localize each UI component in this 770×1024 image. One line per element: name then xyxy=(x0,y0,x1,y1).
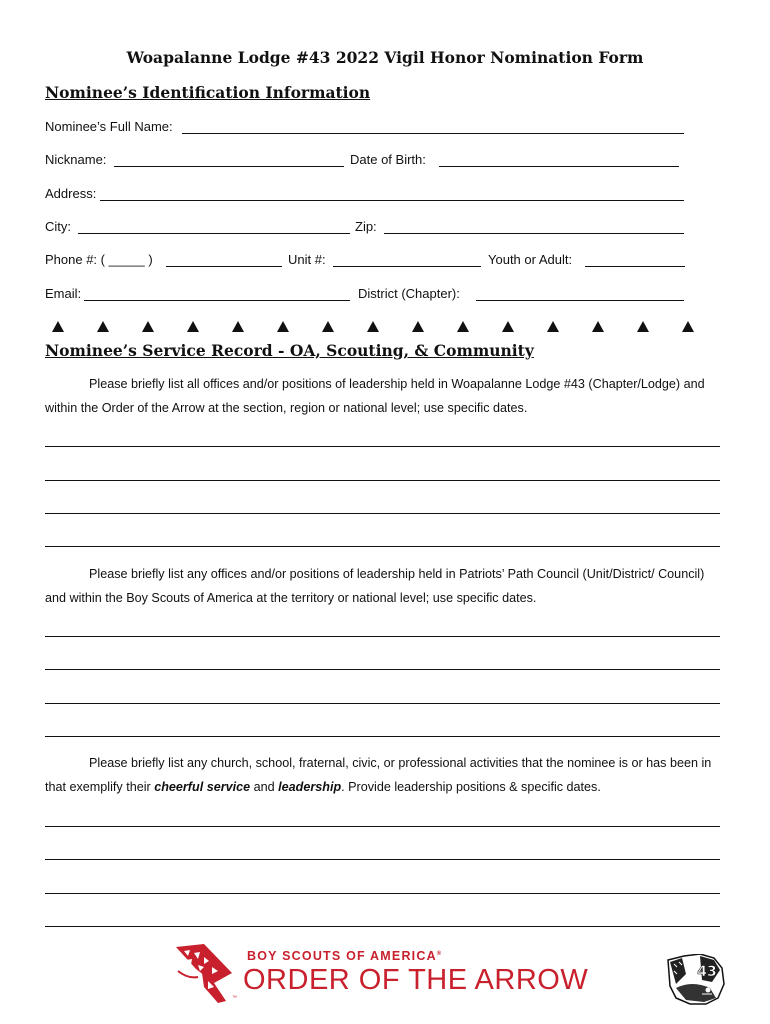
district-field[interactable] xyxy=(476,300,684,301)
nickname-field[interactable] xyxy=(114,166,344,167)
answer-line[interactable] xyxy=(45,893,720,894)
section-heading-service-record: Nominee’s Service Record - OA, Scouting, & Community xyxy=(45,341,534,360)
answer-line[interactable] xyxy=(45,736,720,737)
email-label: Email: xyxy=(45,286,82,301)
triangle-ornament xyxy=(52,321,64,332)
phone-label: Phone #: ( _____ ) xyxy=(45,252,153,267)
zip-field[interactable] xyxy=(384,233,684,234)
phone-field[interactable] xyxy=(166,266,282,267)
leadership-emphasis: leadership xyxy=(278,780,342,794)
address-field[interactable] xyxy=(100,200,684,201)
lodge-43-patch-icon xyxy=(666,954,726,1006)
dob-label: Date of Birth: xyxy=(350,152,426,167)
cheerful-service-emphasis: cheerful service xyxy=(154,780,251,794)
question-council-leadership xyxy=(45,562,721,610)
address-label: Address: xyxy=(45,186,97,201)
triangle-ornament xyxy=(547,321,559,332)
order-of-the-arrow-wordmark: ORDER OF THE ARROW xyxy=(243,964,589,996)
triangle-ornament xyxy=(367,321,379,332)
question-oa-leadership-text: Please briefly list all offices and/or positions of leadership held in Woapalanne Lodge #43 (Chapter/Lodge) and within the Order of the Arrow at the section, region or national level; use specific dates. xyxy=(45,377,705,415)
city-field[interactable] xyxy=(78,233,350,234)
triangle-ornament xyxy=(682,321,694,332)
triangle-ornament xyxy=(412,321,424,332)
answer-line[interactable] xyxy=(45,480,720,481)
answer-line[interactable] xyxy=(45,636,720,637)
question-community-activities xyxy=(45,751,721,799)
youth-adult-label: Youth or Adult: xyxy=(488,252,573,267)
zip-label: Zip: xyxy=(355,219,377,234)
question-oa-leadership xyxy=(45,372,721,420)
trademark-mark: ™ xyxy=(232,995,237,1001)
answer-line[interactable] xyxy=(45,446,720,447)
nickname-label: Nickname: xyxy=(45,152,107,167)
answer-line[interactable] xyxy=(45,669,720,670)
unit-field[interactable] xyxy=(333,266,481,267)
triangle-ornament xyxy=(277,321,289,332)
bsa-text: BOY SCOUTS OF AMERICA xyxy=(247,949,437,963)
youth-adult-field[interactable] xyxy=(585,266,685,267)
triangle-ornament xyxy=(637,321,649,332)
answer-line[interactable] xyxy=(45,703,720,704)
registered-mark: ® xyxy=(436,950,443,957)
answer-line[interactable] xyxy=(45,826,720,827)
triangle-ornament xyxy=(187,321,199,332)
triangle-ornament xyxy=(502,321,514,332)
question-community-and: and xyxy=(253,780,275,794)
district-label: District (Chapter): xyxy=(358,286,460,301)
dob-field[interactable] xyxy=(439,166,679,167)
question-community-text-end: . Provide leadership positions & specific dates. xyxy=(341,780,601,794)
form-title: Woapalanne Lodge #43 2022 Vigil Honor Nomination Form xyxy=(126,48,644,67)
triangle-ornament xyxy=(142,321,154,332)
full-name-label: Nominee’s Full Name: xyxy=(45,119,173,134)
question-council-leadership-text: Please briefly list any offices and/or positions of leadership held in Patriots’ Path Council (Unit/District/ Council) and within the Boy Scouts of America at the territory or national level; use specific dates. xyxy=(45,567,705,605)
lodge-number-text: 43 xyxy=(697,964,717,980)
section-heading-identification: Nominee’s Identification Information xyxy=(45,83,371,102)
city-label: City: xyxy=(45,219,71,234)
triangle-ornament xyxy=(592,321,604,332)
answer-line[interactable] xyxy=(45,546,720,547)
question-community-text: Please briefly list any church, school, fraternal, civic, or professional activities that the nominee is or has been in that exemplify their xyxy=(45,756,712,794)
arrowhead-logo-icon xyxy=(174,943,240,1005)
bsa-wordmark xyxy=(247,949,442,963)
triangle-ornament xyxy=(322,321,334,332)
unit-label: Unit #: xyxy=(288,252,326,267)
email-field[interactable] xyxy=(84,300,350,301)
triangle-ornament xyxy=(97,321,109,332)
answer-line[interactable] xyxy=(45,926,720,927)
triangle-ornament xyxy=(457,321,469,332)
full-name-field[interactable] xyxy=(182,133,684,134)
triangle-ornament xyxy=(232,321,244,332)
answer-line[interactable] xyxy=(45,859,720,860)
triangle-divider xyxy=(0,321,770,333)
answer-line[interactable] xyxy=(45,513,720,514)
